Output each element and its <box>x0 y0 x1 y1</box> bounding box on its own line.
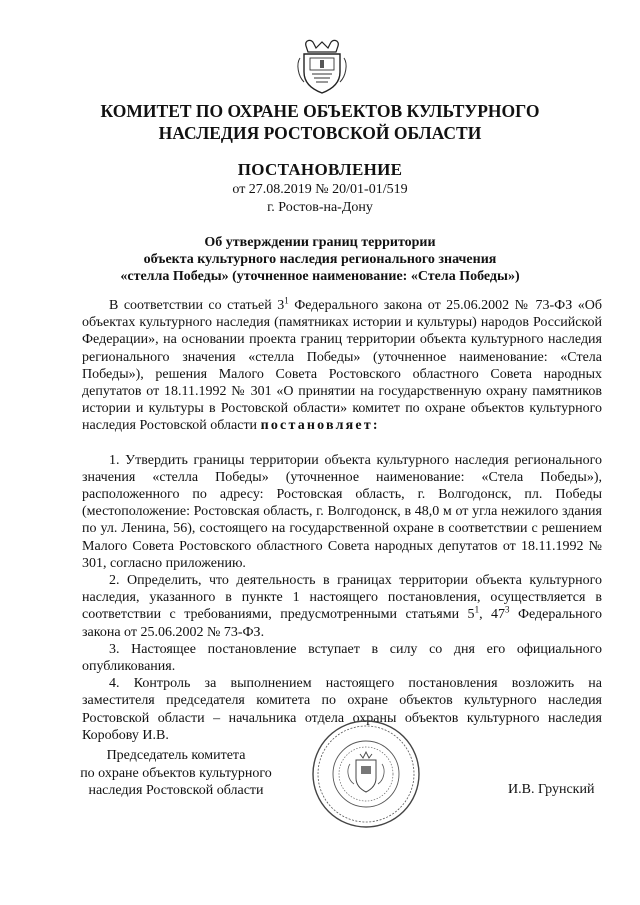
item-2-paragraph <box>82 572 602 641</box>
document-body <box>82 297 602 744</box>
preamble-paragraph <box>82 297 602 435</box>
official-seal-stamp <box>310 718 422 830</box>
item-3-paragraph: 3. Настоящее постановление вступает в силу со дня его официального опубликования. <box>82 641 602 675</box>
signatory-position-line-3: наследия Ростовской области <box>88 783 264 798</box>
preamble-superscript: 1 <box>284 295 289 306</box>
item-2-superscript-2: 3 <box>505 604 510 615</box>
item-2-text-c: Федерального закона от 25.06.2002 № 73-ФЗ. <box>82 607 602 640</box>
subject-line-3: «стелла Победы» (уточненное наименование: «Стела Победы») <box>120 269 520 284</box>
document-type: ПОСТАНОВЛЕНИЕ <box>237 160 403 179</box>
organization-name-line-1: КОМИТЕТ ПО ОХРАНЕ ОБЪЕКТОВ КУЛЬТУРНОГО <box>100 101 540 121</box>
signatory-position-line-1: Председатель комитета <box>106 748 246 763</box>
signatory-position <box>66 747 286 800</box>
signatory-position-line-2: по охране объектов культурного <box>80 765 272 781</box>
subject-line-1: Об утверждении границ территории <box>204 235 436 250</box>
preamble-text-a: В соответствии со статьей 3 <box>109 298 285 313</box>
resolves-word: постановляет: <box>260 418 380 434</box>
item-2-text-b: , 47 <box>479 607 506 623</box>
item-1-paragraph: 1. Утвердить границы территории объекта культурного наследия регионального значения «стелла Победы» (уточненное наименование: «Стела Победы»), расположенного по адресу: Ростовская область, г. Волгодонск, пл. Победы (местоположение: Ростовская область, г. Волгодонск, в 48,0 м от угла нежилого здания по ул. Ленина, 56), состоящего на государственной охране в соответствии с решением Малого Совета Ростовского областного Совета народных депутатов от 18.11.1992 № 301, согласно приложению. <box>82 452 602 571</box>
coat-of-arms-emblem <box>296 38 348 94</box>
document-date-number: от 27.08.2019 № 20/01-01/519 <box>232 182 408 197</box>
subject-line-2: объекта культурного наследия регионального значения <box>143 252 497 267</box>
organization-name-line-2: НАСЛЕДИЯ РОСТОВСКОЙ ОБЛАСТИ <box>158 123 482 143</box>
item-4-paragraph: 4. Контроль за выполнением настоящего постановления возложить на заместителя председателя комитета по охране объектов культурного наследия Ростовской области – начальника отдела охраны объектов культурного наследия Коробову И.В. <box>82 676 602 743</box>
document-city: г. Ростов-на-Дону <box>267 200 373 215</box>
signatory-name: И.В. Грунский <box>508 782 595 797</box>
item-2-superscript-1: 1 <box>474 604 480 615</box>
preamble-text-b: Федерального закона от 25.06.2002 № 73-ФЗ «Об объектах культурного наследия (памятниках истории и культуры) народов Российской Федерации», на основании проекта границ территории объекта культурного наследия регионального значения «стелла Победы» (уточненное наименование: «Стела Победы»), решения Малого Совета Ростовского областного Совета народных депутатов от 18.11.1992 № 301 «О принятии на государственную охрану памятников истории и культуры в Ростовской области» комитет по охране объектов культурного наследия Ростовской области <box>82 298 602 434</box>
item-2-text-a: 2. Определить, что деятельность в границах территории объекта культурного наследия, указанного в пункте 1 настоящего постановления, осуществляется в соответствии с требованиями, предусмотренными статьями 5 <box>82 573 602 623</box>
